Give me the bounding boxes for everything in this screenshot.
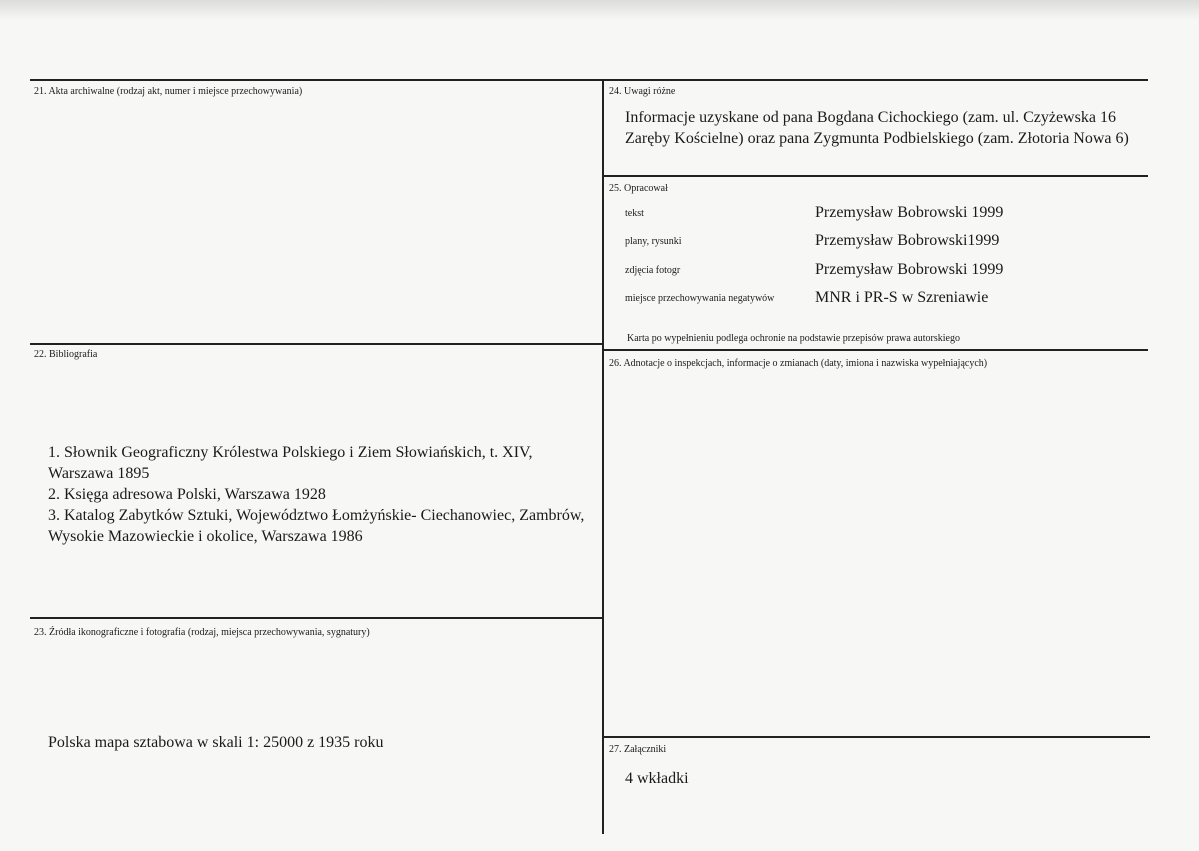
copyright-note: Karta po wypełnieniu podlega ochronie na podstawie przepisów prawa autorskiego <box>627 333 960 344</box>
section-21-label: 21. Akta archiwalne (rodzaj akt, numer i miejsce przechowywania) <box>34 86 303 97</box>
attachments-text: 4 wkładki <box>625 770 689 787</box>
prepared-row-label: zdjęcia fotogr <box>625 265 681 276</box>
prepared-row-value: Przemysław Bobrowski1999 <box>815 232 1000 249</box>
prepared-row-value: Przemysław Bobrowski 1999 <box>815 261 1004 278</box>
divider-22-23 <box>30 617 602 619</box>
divider-26-27 <box>604 736 1150 738</box>
divider-25-26 <box>604 349 1148 351</box>
section-22-label: 22. Bibliografia <box>34 349 98 360</box>
divider-21-22 <box>30 343 602 345</box>
section-23-label: 23. Źródła ikonograficzne i fotografia (rodzaj, miejsca przechowywania, sygnatury) <box>34 627 370 638</box>
bibliography-list <box>48 442 588 547</box>
divider-center <box>602 79 604 834</box>
divider-top <box>30 79 1148 81</box>
section-26-label: 26. Adnotacje o inspekcjach, informacje o zmianach (daty, imiona i nazwiska wypełniających) <box>609 358 988 369</box>
remarks-text: Informacje uzyskane od pana Bogdana Cichockiego (zam. ul. Czyżewska 16 Zaręby Kościelne) oraz pana Zygmunta Podbielskiego (zam. Złotoria Nowa 6) <box>625 109 1129 147</box>
prepared-row-value: Przemysław Bobrowski 1999 <box>815 204 1004 221</box>
section-25-label: 25. Opracował <box>609 183 668 194</box>
bibliography-item: 3. Katalog Zabytków Sztuki, Województwo Łomżyńskie- Ciechanowiec, Zambrów, Wysokie Mazowieckie i okolice, Warszawa 1986 <box>48 507 585 545</box>
divider-24-25 <box>604 175 1148 177</box>
prepared-row-label: miejsce przechowywania negatywów <box>625 293 775 304</box>
section-27-label: 27. Załączniki <box>609 744 667 755</box>
bibliography-item: 1. Słownik Geograficzny Królestwa Polskiego i Ziem Słowiańskich, t. XIV, Warszawa 1895 <box>48 444 533 482</box>
scan-edge <box>0 0 1199 20</box>
section-24-label: 24. Uwagi różne <box>609 86 676 97</box>
prepared-row-label: tekst <box>625 208 644 219</box>
prepared-row-label: plany, rysunki <box>625 236 682 247</box>
prepared-row-value: MNR i PR-S w Szreniawie <box>815 289 989 306</box>
iconographic-source-text: Polska mapa sztabowa w skali 1: 25000 z 1935 roku <box>48 734 384 751</box>
bibliography-item: 2. Księga adresowa Polski, Warszawa 1928 <box>48 486 326 503</box>
